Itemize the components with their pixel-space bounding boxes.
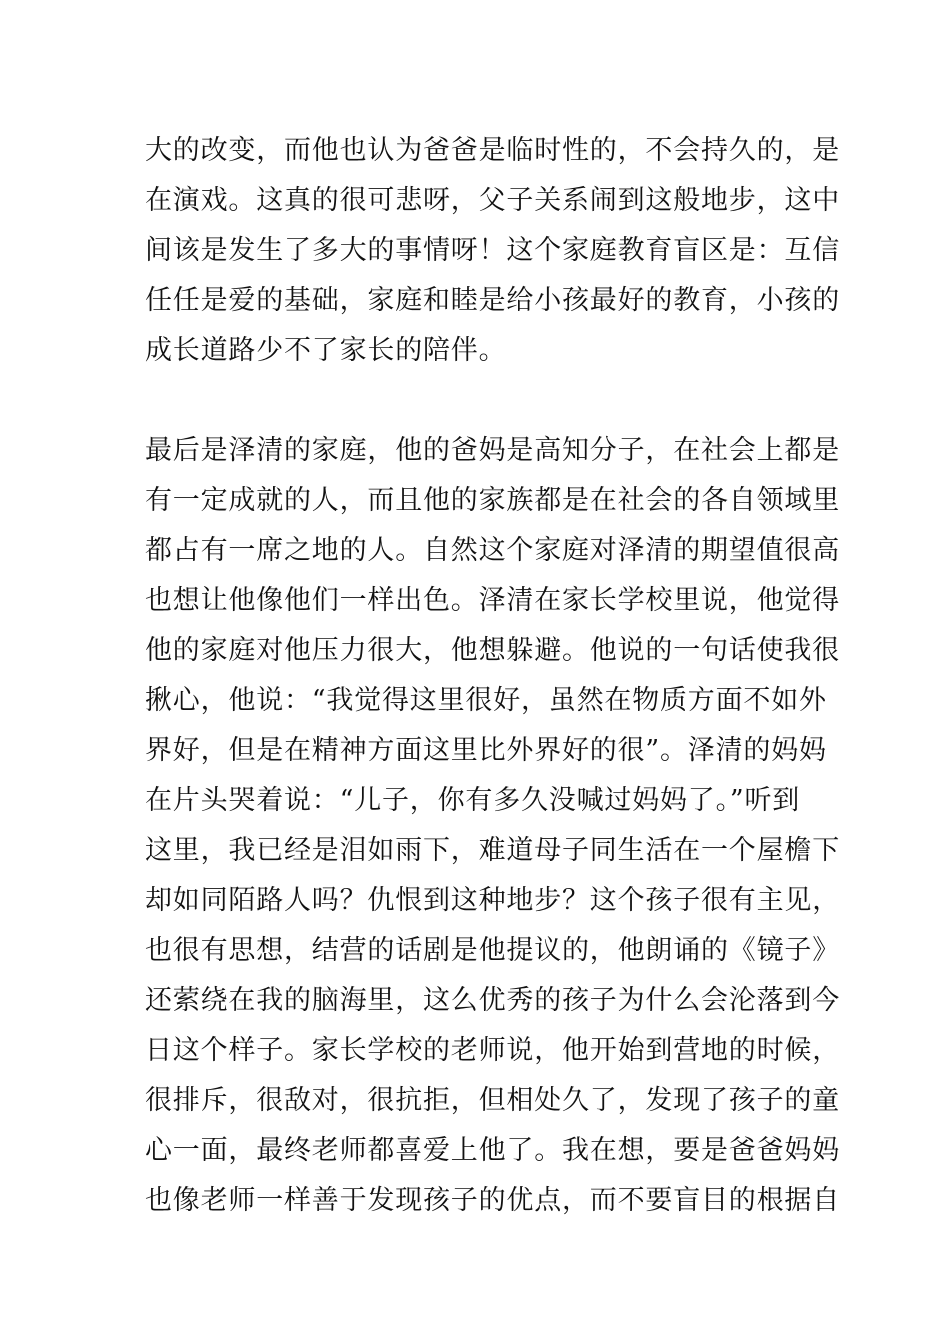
text-line: 任任是爱的基础，家庭和睦是给小孩最好的教育，小孩的	[145, 285, 840, 316]
text-line: 揪心，他说：“我觉得这里很好，虽然在物质方面不如外	[145, 685, 827, 716]
text-line: 都占有一席之地的人。自然这个家庭对泽清的期望值很高	[145, 535, 840, 566]
text-line: 大的改变，而他也认为爸爸是临时性的，不会持久的，是	[145, 135, 840, 166]
text-line: 也想让他像他们一样出色。泽清在家长学校里说，他觉得	[145, 585, 840, 616]
text-line: 界好，但是在精神方面这里比外界好的很”。泽清的妈妈	[145, 735, 827, 766]
text-line: 成长道路少不了家长的陪伴。	[145, 335, 507, 366]
text-line: 有一定成就的人，而且他的家族都是在社会的各自领域里	[145, 485, 840, 516]
text-line: 日这个样子。家长学校的老师说，他开始到营地的时候，	[145, 1035, 840, 1066]
text-line: 心一面，最终老师都喜爱上他了。我在想，要是爸爸妈妈	[145, 1135, 840, 1166]
text-line: 也像老师一样善于发现孩子的优点，而不要盲目的根据自	[145, 1185, 840, 1216]
paragraph-2	[145, 426, 840, 1226]
text-line: 在片头哭着说：“儿子，你有多久没喊过妈妈了。”听到	[145, 785, 801, 816]
text-line: 在演戏。这真的很可悲呀，父子关系闹到这般地步，这中	[145, 185, 840, 216]
text-line: 这里，我已经是泪如雨下，难道母子同生活在一个屋檐下	[145, 835, 840, 866]
text-line: 也很有思想，结营的话剧是他提议的，他朗诵的《镜子》	[145, 935, 840, 966]
text-line: 最后是泽清的家庭，他的爸妈是高知分子，在社会上都是	[145, 435, 840, 466]
text-line: 间该是发生了多大的事情呀！这个家庭教育盲区是：互信	[145, 235, 840, 266]
text-line: 他的家庭对他压力很大，他想躲避。他说的一句话使我很	[145, 635, 840, 666]
text-line: 很排斥，很敌对，很抗拒，但相处久了，发现了孩子的童	[145, 1085, 840, 1116]
text-line: 还萦绕在我的脑海里，这么优秀的孩子为什么会沦落到今	[145, 985, 840, 1016]
text-line: 却如同陌路人吗？仇恨到这种地步？这个孩子很有主见，	[145, 885, 840, 916]
paragraph-1	[145, 126, 840, 376]
